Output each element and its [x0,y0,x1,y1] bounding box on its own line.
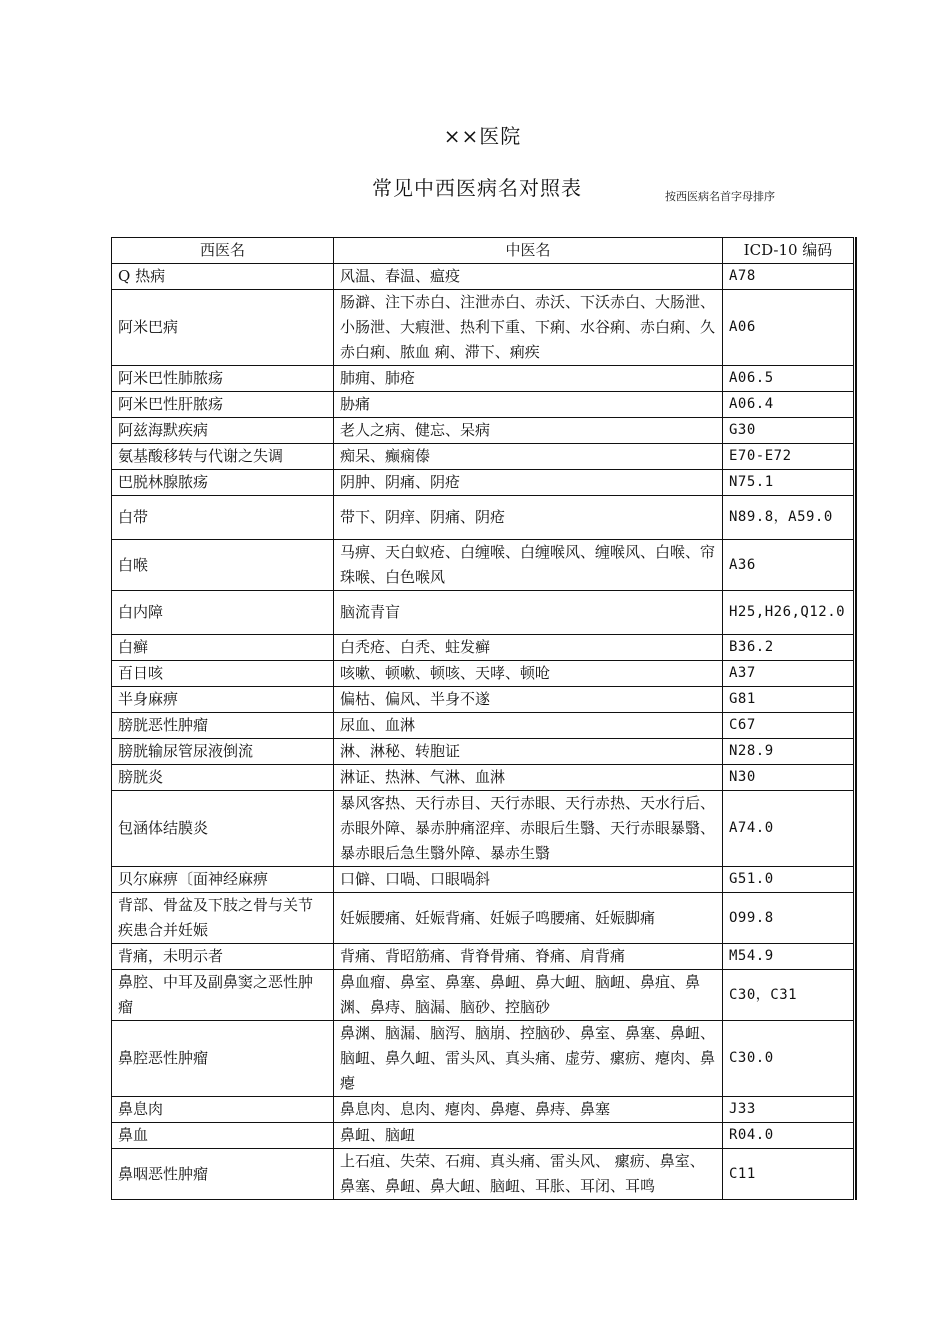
tcm-name-cell: 阴肿、阴痛、阴疮 [334,470,723,496]
tcm-name-cell: 带下、阴痒、阴痛、阴疮 [334,496,723,540]
western-name-cell: 百日咳 [112,661,334,687]
icd-code-cell: N28.9 [723,739,854,765]
hospital-name: ××医院 [443,124,522,148]
table-row [112,661,854,687]
western-name-cell: 鼻腔恶性肿瘤 [112,1021,334,1097]
table-row [112,392,854,418]
tcm-name-cell: 马痹、天白蚁疮、白缠喉、白缠喉风、缠喉风、白喉、帘珠喉、白色喉风 [334,540,723,591]
icd-code-cell: H25,H26,Q12.0 [723,591,854,635]
icd-code-cell: A74.0 [723,791,854,867]
western-name-cell: 巴脱林腺脓疡 [112,470,334,496]
icd-code-cell: A78 [723,264,854,290]
icd-code-cell: A06.4 [723,392,854,418]
table-row [112,765,854,791]
sort-note: 按西医病名首字母排序 [665,190,775,203]
table-row [112,591,854,635]
tcm-name-cell: 肠澼、注下赤白、注泄赤白、赤沃、下沃赤白、大肠泄、小肠泄、大瘕泄、热利下重、下痢、水谷痢、赤白痢、久赤白痢、脓血 痢、滞下、痢疾 [334,290,723,366]
table-row [112,366,854,392]
table-row [112,893,854,944]
icd-code-cell: O99.8 [723,893,854,944]
tcm-name-cell: 痴呆、癫痫傣 [334,444,723,470]
table-row [112,540,854,591]
tcm-name-cell: 胁痛 [334,392,723,418]
western-name-cell: 鼻腔、中耳及副鼻窦之恶性肿瘤 [112,970,334,1021]
western-name-cell: 阿兹海默疾病 [112,418,334,444]
icd-code-cell: N30 [723,765,854,791]
table-row [112,470,854,496]
western-name-cell: 膀胱炎 [112,765,334,791]
icd-code-cell: A06 [723,290,854,366]
table-row [112,418,854,444]
comparison-table-container [111,237,857,1200]
column-header-tcm: 中医名 [334,238,723,264]
table-row [112,1149,854,1200]
icd-code-cell: A06.5 [723,366,854,392]
icd-code-cell: N75.1 [723,470,854,496]
table-row [112,687,854,713]
table-row [112,1123,854,1149]
western-name-cell: 鼻咽恶性肿瘤 [112,1149,334,1200]
column-header-icd: ICD-10 编码 [723,238,854,264]
western-name-cell: Q 热病 [112,264,334,290]
tcm-name-cell: 暴风客热、天行赤目、天行赤眼、天行赤热、天水行后、赤眼外障、暴赤肿痛涩痒、赤眼后生翳、天行赤眼暴翳、暴赤眼后急生翳外障、暴赤生翳 [334,791,723,867]
document-title: 常见中西医病名对照表 [372,176,582,200]
western-name-cell: 膀胱输尿管尿液倒流 [112,739,334,765]
table-row [112,444,854,470]
table-row [112,791,854,867]
western-name-cell: 白癣 [112,635,334,661]
tcm-name-cell: 鼻渊、脑漏、脑泻、脑崩、控脑砂、鼻室、鼻塞、鼻衄、脑衄、鼻久衄、雷头风、真头痛、虚劳、瘰疬、瘪肉、鼻瘪 [334,1021,723,1097]
icd-code-cell: M54.9 [723,944,854,970]
western-name-cell: 半身麻痹 [112,687,334,713]
table-body [112,264,854,1200]
western-name-cell: 鼻息肉 [112,1097,334,1123]
icd-code-cell: E70-E72 [723,444,854,470]
table-row [112,1097,854,1123]
icd-code-cell: C30，C31 [723,970,854,1021]
icd-code-cell: G30 [723,418,854,444]
tcm-name-cell: 咳嗽、顿嗽、顿咳、天哮、顿呛 [334,661,723,687]
table-row [112,264,854,290]
tcm-name-cell: 肺痈、肺疮 [334,366,723,392]
tcm-name-cell: 口僻、口喎、口眼喎斜 [334,867,723,893]
tcm-name-cell: 鼻血瘤、鼻室、鼻塞、鼻衄、鼻大衄、脑衄、鼻疽、鼻渊、鼻痔、脑漏、脑砂、控脑砂 [334,970,723,1021]
table-row [112,970,854,1021]
western-name-cell: 氨基酸移转与代谢之失调 [112,444,334,470]
table-row [112,496,854,540]
western-name-cell: 膀胱恶性肿瘤 [112,713,334,739]
tcm-name-cell: 脑流青盲 [334,591,723,635]
disease-comparison-table [111,237,854,1200]
icd-code-cell: J33 [723,1097,854,1123]
icd-code-cell: C67 [723,713,854,739]
tcm-name-cell: 背痛、背昭筋痛、背脊骨痛、脊痛、肩背痛 [334,944,723,970]
tcm-name-cell: 老人之病、健忘、呆病 [334,418,723,444]
icd-code-cell: G51.0 [723,867,854,893]
icd-code-cell: C30.0 [723,1021,854,1097]
table-row [112,739,854,765]
tcm-name-cell: 淋证、热淋、气淋、血淋 [334,765,723,791]
icd-code-cell: A37 [723,661,854,687]
table-header-row [112,238,854,264]
tcm-name-cell: 妊娠腰痛、妊娠背痛、妊娠子鸣腰痛、妊娠脚痛 [334,893,723,944]
table-row [112,713,854,739]
western-name-cell: 鼻血 [112,1123,334,1149]
tcm-name-cell: 白秃疮、白秃、蛀发癣 [334,635,723,661]
icd-code-cell: C11 [723,1149,854,1200]
western-name-cell: 白内障 [112,591,334,635]
icd-code-cell: G81 [723,687,854,713]
tcm-name-cell: 尿血、血淋 [334,713,723,739]
table-row [112,867,854,893]
western-name-cell: 阿米巴性肝脓疡 [112,392,334,418]
tcm-name-cell: 淋、淋秘、转胞证 [334,739,723,765]
tcm-name-cell: 鼻息肉、息肉、瘪肉、鼻瘪、鼻痔、鼻塞 [334,1097,723,1123]
western-name-cell: 白喉 [112,540,334,591]
tcm-name-cell: 鼻衄、脑衄 [334,1123,723,1149]
table-row [112,635,854,661]
western-name-cell: 阿米巴性肺脓疡 [112,366,334,392]
tcm-name-cell: 偏枯、偏风、半身不遂 [334,687,723,713]
western-name-cell: 背部、骨盆及下肢之骨与关节疾患合并妊娠 [112,893,334,944]
table-row [112,944,854,970]
western-name-cell: 背痛，未明示者 [112,944,334,970]
western-name-cell: 阿米巴病 [112,290,334,366]
table-row [112,1021,854,1097]
icd-code-cell: N89.8，A59.0 [723,496,854,540]
column-header-western: 西医名 [112,238,334,264]
tcm-name-cell: 上石疽、失荣、石痈、真头痛、雷头风、 瘰疬、鼻室、鼻塞、鼻衄、鼻大衄、脑衄、耳胀、耳闭、耳鸣 [334,1149,723,1200]
western-name-cell: 贝尔麻痹〔面神经麻痹 [112,867,334,893]
western-name-cell: 白带 [112,496,334,540]
table-row [112,290,854,366]
tcm-name-cell: 风温、春温、瘟疫 [334,264,723,290]
icd-code-cell: B36.2 [723,635,854,661]
icd-code-cell: R04.0 [723,1123,854,1149]
icd-code-cell: A36 [723,540,854,591]
western-name-cell: 包涵体结膜炎 [112,791,334,867]
